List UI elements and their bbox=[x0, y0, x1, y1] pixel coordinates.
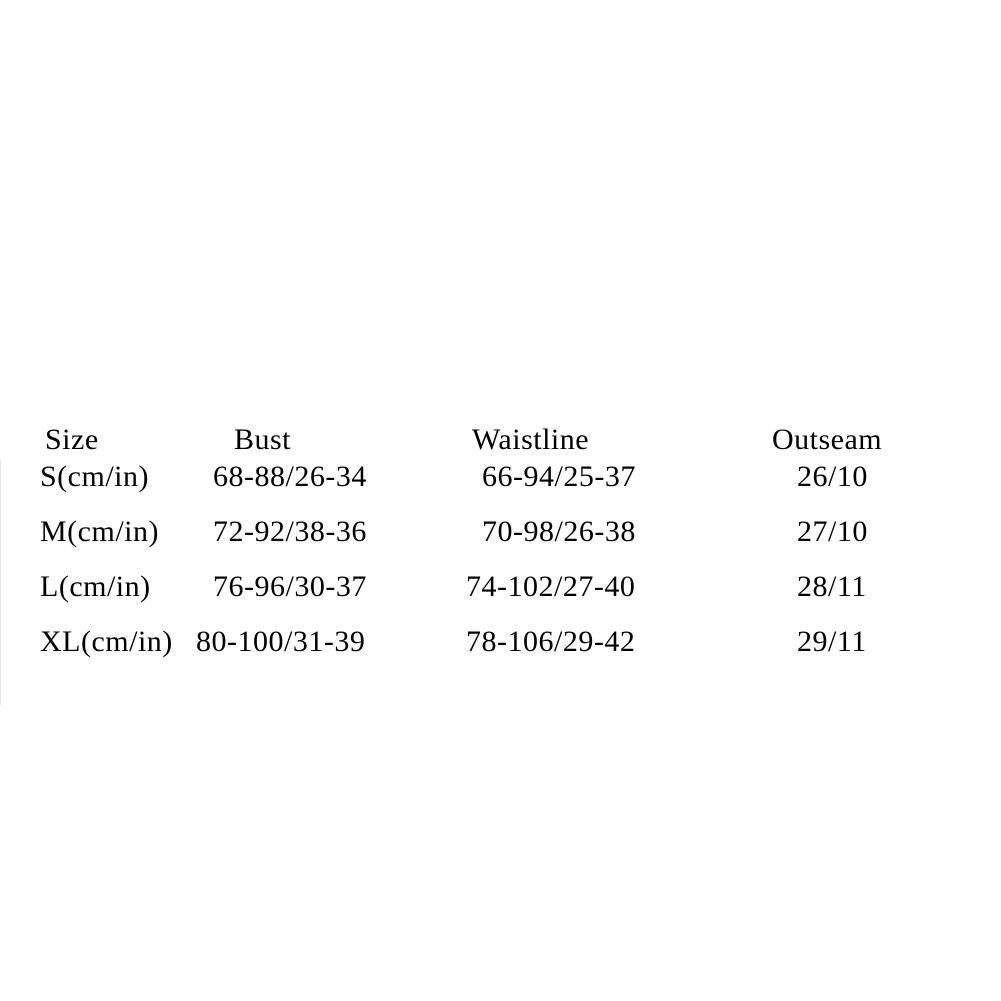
row-xl-outseam: 29/11 bbox=[797, 625, 867, 658]
row-l-waistline: 74-102/27-40 bbox=[466, 570, 636, 603]
row-xl-waistline: 78-106/29-42 bbox=[466, 625, 636, 658]
row-xl-bust: 80-100/31-39 bbox=[196, 625, 366, 658]
row-s-outseam: 26/10 bbox=[797, 460, 868, 493]
row-m-outseam: 27/10 bbox=[797, 515, 868, 548]
row-m-waistline: 70-98/26-38 bbox=[482, 515, 636, 548]
row-l-bust: 76-96/30-37 bbox=[213, 570, 367, 603]
row-s-bust: 68-88/26-34 bbox=[213, 460, 367, 493]
row-xl-size: XL(cm/in) bbox=[40, 625, 173, 658]
row-m-bust: 72-92/38-36 bbox=[213, 515, 367, 548]
row-s-waistline: 66-94/25-37 bbox=[482, 460, 636, 493]
row-l-size: L(cm/in) bbox=[40, 570, 151, 603]
header-outseam: Outseam bbox=[772, 423, 883, 456]
header-bust: Bust bbox=[234, 423, 292, 456]
header-size: Size bbox=[45, 423, 99, 456]
row-m-size: M(cm/in) bbox=[40, 515, 159, 548]
row-l-outseam: 28/11 bbox=[797, 570, 867, 603]
header-waistline: Waistline bbox=[472, 423, 590, 456]
row-s-size: S(cm/in) bbox=[40, 460, 149, 493]
